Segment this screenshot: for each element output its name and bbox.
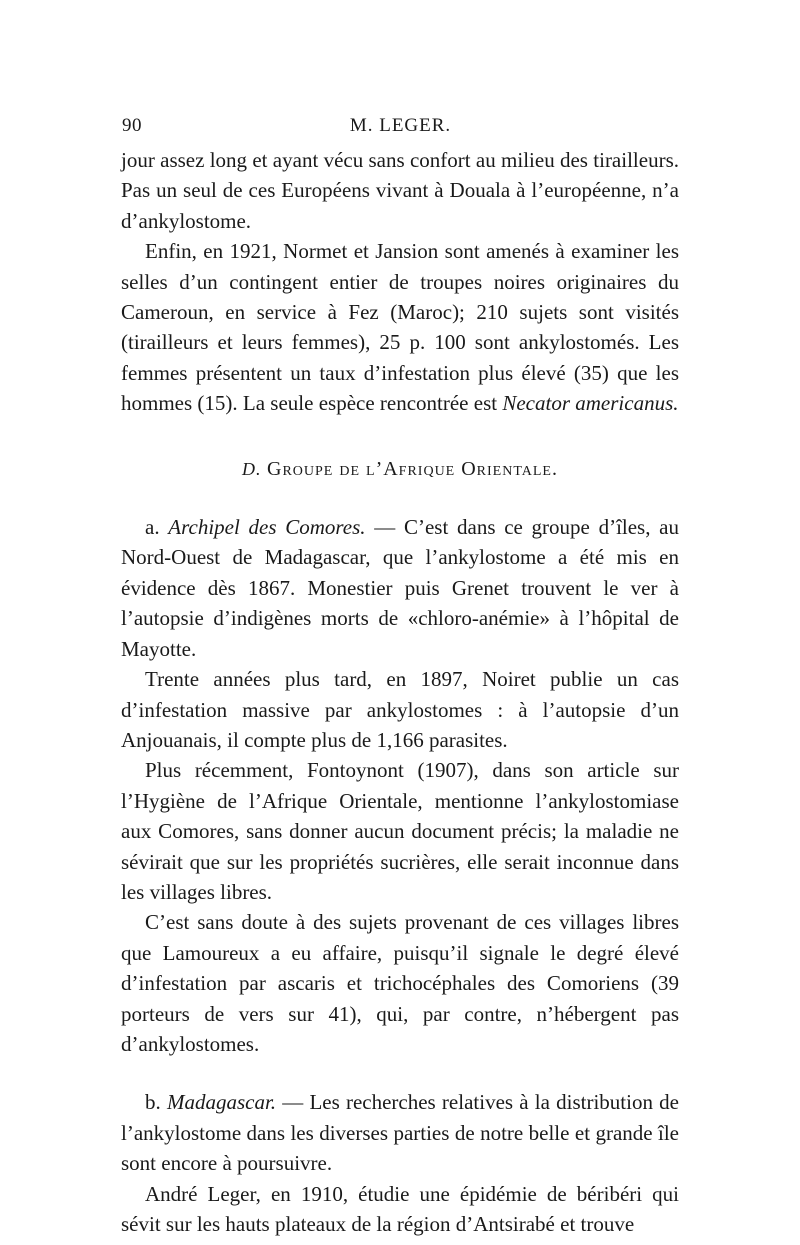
paragraph: Trente années plus tard, en 1897, Noiret publie un cas d’infestation massive par ankylostomes : à l’autopsie d’un Anjouanais, il compte plus de 1,166 parasites. xyxy=(121,667,679,752)
subsection-label: b. xyxy=(145,1090,161,1115)
paragraph: C’est sans doute à des sujets provenant de ces villages libres que Lamoureux a eu affaire, puisqu’il signale le degré élevé d’infestation par ascaris et trichocéphales des Comoriens (39 porteurs de vers sur 41), qui, par contre, n’hébergent pas d’ankylostomes. xyxy=(121,910,679,1056)
subsection-title: Madagascar. xyxy=(166,1090,277,1115)
paragraph-text: — Les recherches relatives à la distribution de l’ankylostome dans les diverses parties de notre belle et grande île sont encore à poursuivre. xyxy=(121,1090,679,1176)
paragraph-normet-jansion xyxy=(121,236,679,418)
page-number: 90 xyxy=(122,115,142,136)
subsection-a-first-paragraph xyxy=(121,512,679,664)
running-head: M. LEGER. xyxy=(349,115,452,136)
page-header xyxy=(122,115,679,145)
section-letter: D. xyxy=(242,458,262,479)
section-title: Groupe de l’Afrique Orientale. xyxy=(267,457,558,480)
body-text xyxy=(121,145,679,1239)
paragraph-continuation: jour assez long et ayant vécu sans confort au milieu des tirailleurs. Pas un seul de ces Européens vivant à Douala à l’européenne, n’a d’ankylostome. xyxy=(121,148,679,233)
subsection-b-first-paragraph xyxy=(121,1087,679,1178)
species-name: Necator americanus. xyxy=(502,391,679,416)
section-heading xyxy=(121,454,679,484)
paragraph-text: Enfin, en 1921, Normet et Jansion sont amenés à examiner les selles d’un contingent entier de troupes noires originaires du Cameroun, en service à Fez (Maroc); 210 sujets sont visités (tirailleurs et leurs femmes), 25 p. 100 sont ankylostomés. Les femmes présentent un taux d’infestation plus élevé (35) que les hommes (15). La seule espèce rencontrée est xyxy=(121,239,679,416)
subsection-label: a. xyxy=(145,515,160,540)
spacer xyxy=(121,1059,679,1087)
paragraph-text: — C’est dans ce groupe d’îles, au Nord-Ouest de Madagascar, que l’ankylostome a été mis en évidence dès 1867. Monestier puis Grenet trouvent le ver à l’autopsie d’indigènes morts de «chloro-anémie» à l’hôpital de Mayotte. xyxy=(121,515,680,661)
paragraph: André Leger, en 1910, étudie une épidémie de béribéri qui sévit sur les hauts plateaux de la région d’Antsirabé et trouve xyxy=(121,1181,679,1236)
subsection-title: Archipel des Comores. xyxy=(168,515,366,540)
paragraph: Plus récemment, Fontoynont (1907), dans son article sur l’Hygiène de l’Afrique Orientale, mentionne l’ankylostomiase aux Comores, sans donner aucun document précis; la maladie ne sévirait que sur les propriétés sucrières, elle serait inconnue dans les villages libres. xyxy=(121,758,679,904)
